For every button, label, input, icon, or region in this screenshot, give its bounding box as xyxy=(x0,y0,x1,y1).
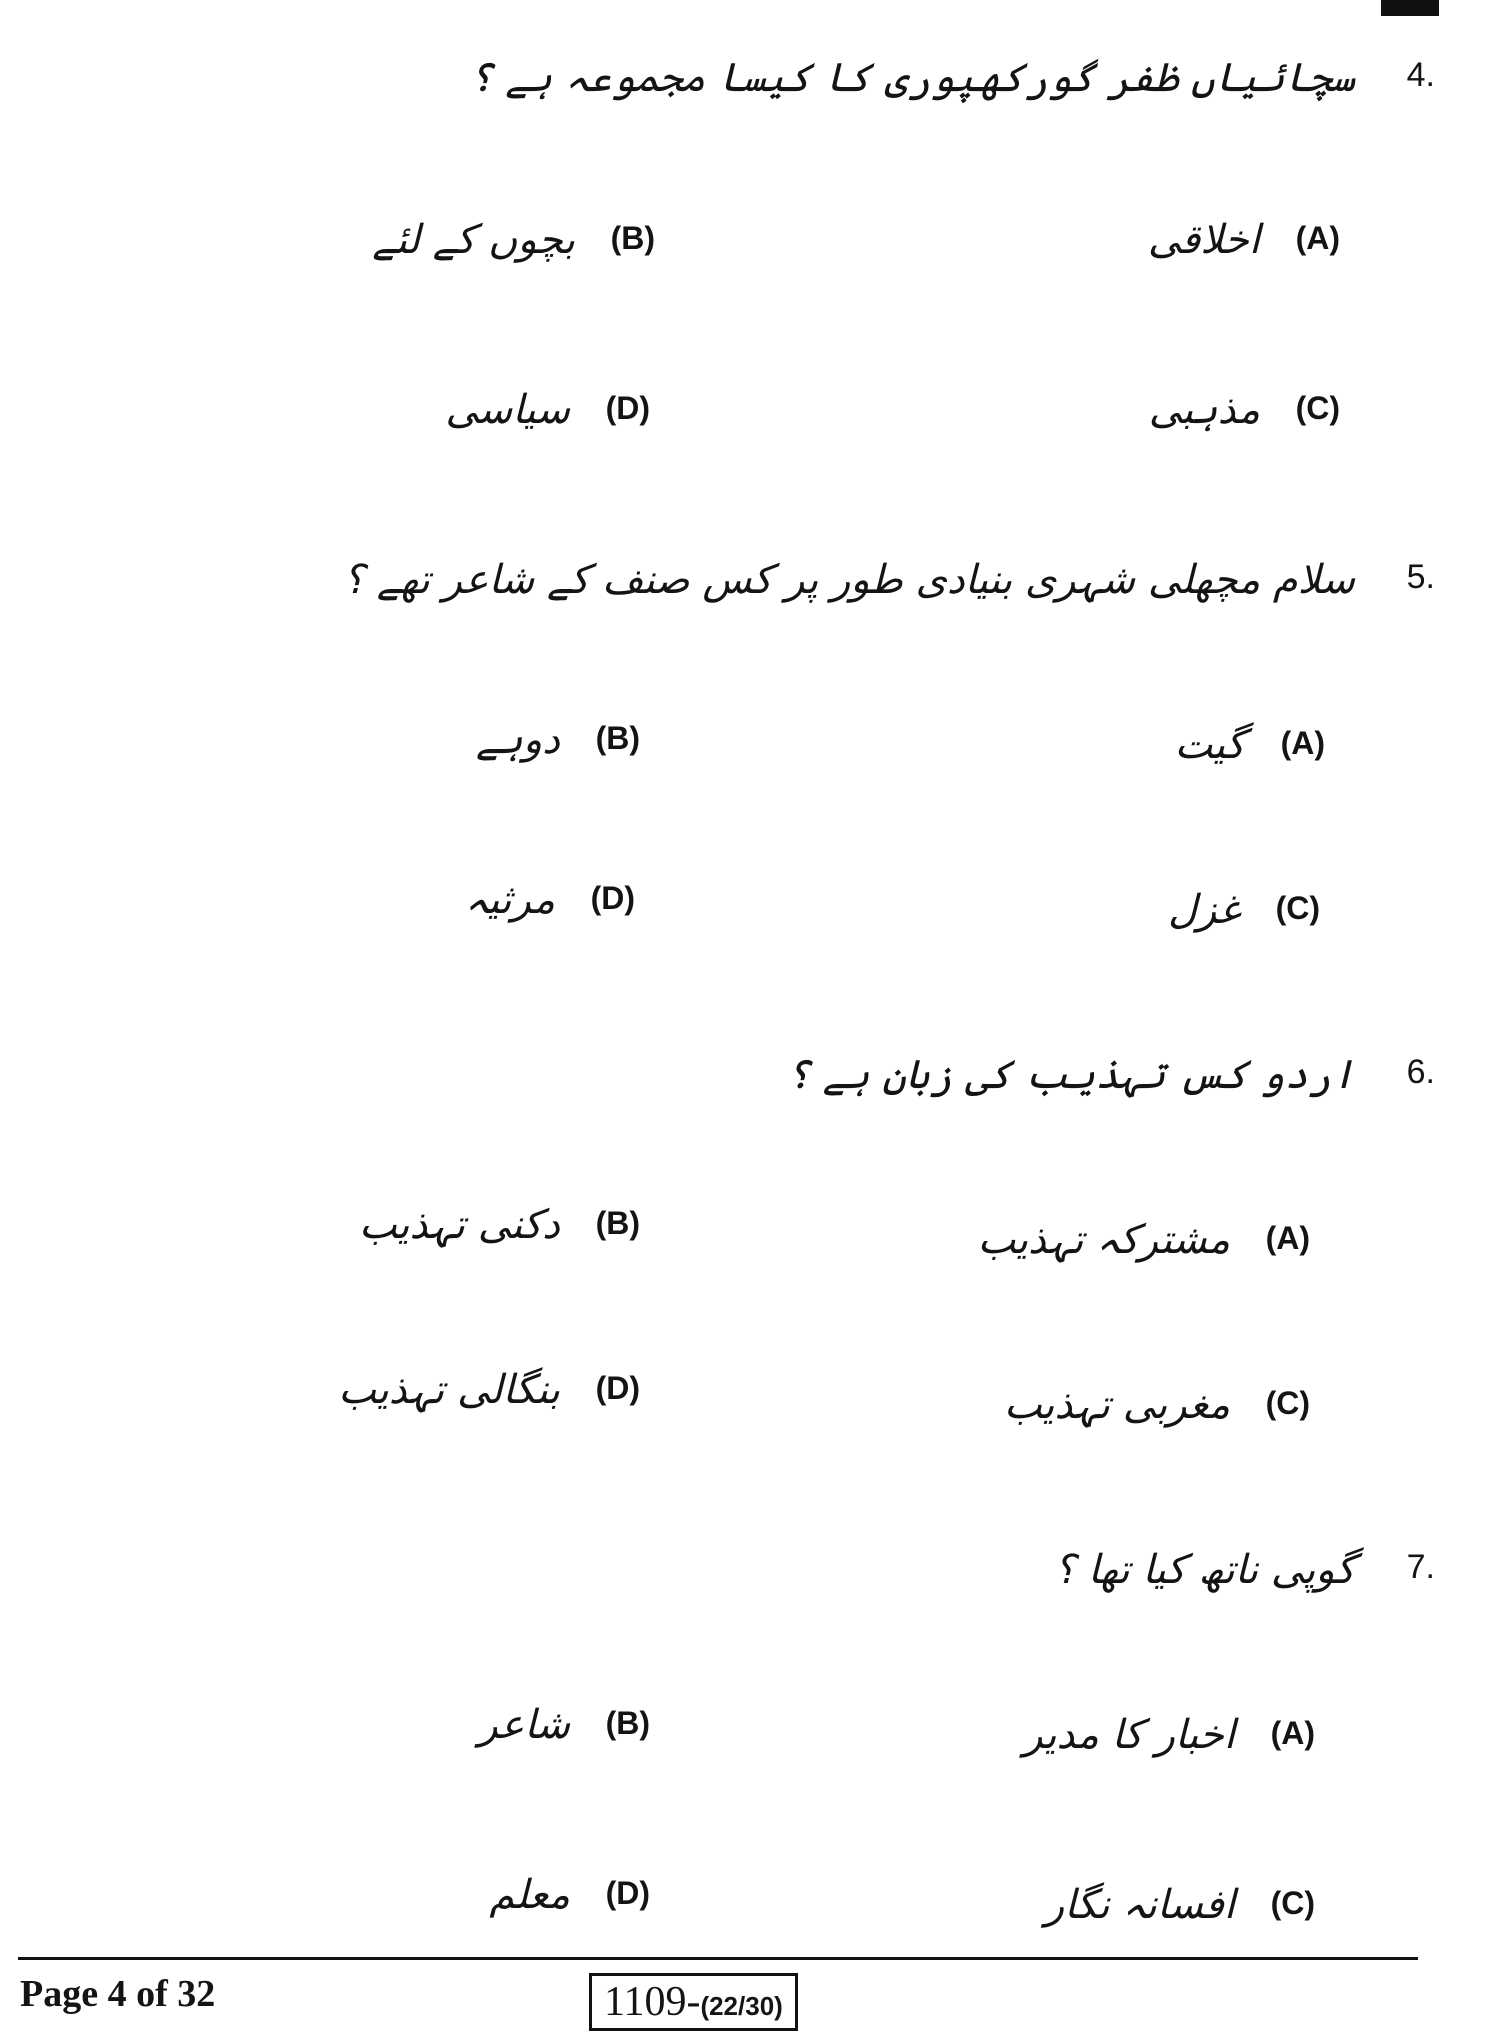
option-letter: (A) xyxy=(1280,725,1325,761)
option-text: بچوں کے لئے xyxy=(372,217,575,263)
option-letter: (D) xyxy=(605,1875,650,1911)
option-5c[interactable] xyxy=(760,870,1320,950)
option-text: مرثیہ xyxy=(464,877,555,923)
option-text: مغربی تہذیب xyxy=(1004,1382,1230,1428)
option-letter: (B) xyxy=(595,1205,640,1241)
option-text: بنگالی تہذیب xyxy=(338,1367,560,1413)
option-text: مشترکہ تہذیب xyxy=(977,1217,1230,1263)
option-4b[interactable] xyxy=(95,200,655,280)
paper-code: 1109- xyxy=(604,1979,701,2025)
question-number: 6. xyxy=(1406,1053,1435,1091)
option-text: سیاسی xyxy=(445,387,570,433)
option-text: مذہبی xyxy=(1148,387,1260,433)
option-letter: (C) xyxy=(1270,1885,1315,1921)
option-text: دوہے xyxy=(475,717,560,763)
option-text: شاعر xyxy=(478,1702,570,1748)
option-letter: (A) xyxy=(1265,1220,1310,1256)
option-text: گیت xyxy=(1174,722,1245,768)
question-7 xyxy=(235,1530,1435,1610)
option-letter: (A) xyxy=(1295,220,1340,256)
option-text: اخبار کا مدیر xyxy=(1023,1712,1235,1758)
question-text: سچائیاں ظفر گورکھپوری کا کیسا مجموعہ ہے ؟ xyxy=(469,55,1355,101)
option-letter: (B) xyxy=(610,220,655,256)
option-7c[interactable] xyxy=(755,1865,1315,1945)
option-text: اخلاقی xyxy=(1147,217,1260,263)
option-letter: (D) xyxy=(595,1370,640,1406)
option-letter: (C) xyxy=(1265,1385,1310,1421)
option-7d[interactable] xyxy=(90,1855,650,1935)
paper-code-box xyxy=(589,1973,798,2031)
option-letter: (A) xyxy=(1270,1715,1315,1751)
question-6 xyxy=(235,1035,1435,1115)
option-4a[interactable] xyxy=(780,200,1340,280)
option-6a[interactable] xyxy=(750,1200,1310,1280)
question-text: گوپی ناتھ کیا تھا ؟ xyxy=(1053,1547,1355,1593)
option-text: دکنی تہذیب xyxy=(359,1202,560,1248)
question-number: 7. xyxy=(1406,1548,1435,1586)
question-text: سلام مچھلی شہری بنیادی طور پر کس صنف کے شاعر تھے ؟ xyxy=(342,557,1355,603)
option-4c[interactable] xyxy=(780,370,1340,450)
question-number: 5. xyxy=(1406,558,1435,596)
option-text: افسانہ نگار xyxy=(1044,1882,1235,1928)
option-letter: (D) xyxy=(590,880,635,916)
option-letter: (C) xyxy=(1275,890,1320,926)
question-4 xyxy=(235,38,1435,118)
option-7a[interactable] xyxy=(755,1695,1315,1775)
option-7b[interactable] xyxy=(90,1685,650,1765)
option-text: غزل xyxy=(1167,887,1240,933)
option-letter: (C) xyxy=(1295,390,1340,426)
question-number: 4. xyxy=(1406,56,1435,94)
option-5b[interactable] xyxy=(80,700,640,780)
question-5 xyxy=(235,540,1435,620)
option-4d[interactable] xyxy=(90,370,650,450)
option-letter: (B) xyxy=(595,720,640,756)
option-letter: (B) xyxy=(605,1705,650,1741)
option-5d[interactable] xyxy=(75,860,635,940)
option-6b[interactable] xyxy=(80,1185,640,1265)
footer-divider xyxy=(18,1957,1418,1960)
corner-mark xyxy=(1381,0,1439,16)
page-number: Page 4 of 32 xyxy=(20,1973,216,2015)
option-letter: (D) xyxy=(605,390,650,426)
paper-code-sub: (22/30) xyxy=(700,1991,783,2021)
option-5a[interactable] xyxy=(765,705,1325,785)
option-6d[interactable] xyxy=(80,1350,640,1430)
option-text: معلم xyxy=(489,1872,570,1918)
option-6c[interactable] xyxy=(750,1365,1310,1445)
question-text: اردو کس تہذیب کی زبان ہے ؟ xyxy=(786,1052,1355,1098)
